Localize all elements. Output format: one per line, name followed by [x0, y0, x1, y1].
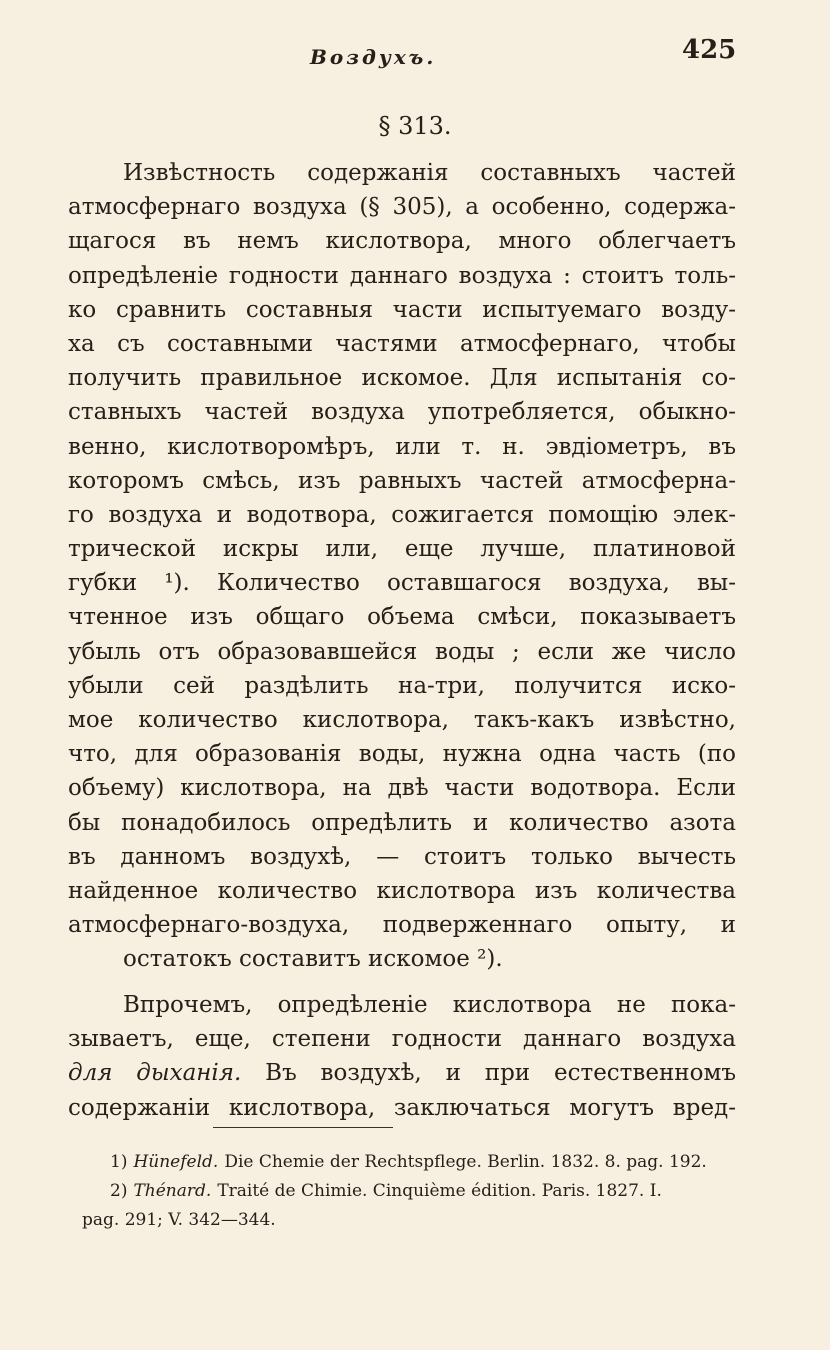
text-line: чтенное изъ общаго объема смѣси, показываетъ: [68, 604, 736, 631]
footnote-separator: [213, 1127, 393, 1128]
text-line: что, для образованія воды, нужна одна часть (по: [68, 741, 736, 768]
text-span: Въ воздухѣ, и при естественномъ: [241, 1060, 736, 1087]
text-line: ко сравнить составныя части испытуемаго возду-: [68, 296, 736, 323]
text-line: ставныхъ частей воздуха употребляется, обыкно-: [68, 399, 736, 426]
text-line: Извѣстность содержанія составныхъ частей: [123, 160, 736, 186]
text-line: содержаніи кислотвора, заключаться могутъ вред-: [68, 1094, 736, 1121]
text-line: мое количество кислотвора, такъ-какъ извѣстно,: [68, 707, 736, 733]
text-line: бы понадобилось опредѣлить и количество азота: [68, 809, 736, 836]
text-line: убыль отъ образовавшейся воды ; если же число: [68, 638, 736, 665]
text-line: объему) кислотвора, на двѣ части водотвора. Если: [68, 775, 736, 802]
text-line: атмосфернаго воздуха (§ 305), а особенно, содержа-: [68, 194, 736, 221]
text-line: ха съ составными частями атмосфернаго, чтобы: [68, 330, 736, 357]
footnotes: [82, 1148, 750, 1235]
running-title: Воздухъ.: [310, 45, 437, 69]
footnote-2: [110, 1177, 750, 1206]
text-line: го воздуха и водотвора, сожигается помощію элек-: [68, 501, 736, 528]
text-line-with-emphasis: [68, 1056, 736, 1090]
text-line: найденное количество кислотвора изъ количества: [68, 877, 736, 904]
footnote-marker: 1): [110, 1152, 128, 1172]
footnote-text: Die Chemie der Rechtspflege. Berlin. 1832. 8. pag. 192.: [224, 1152, 707, 1172]
section-heading: § 313.: [378, 112, 452, 140]
text-line: убыли сей раздѣлить на-три, получится иско-: [68, 672, 736, 699]
footnote-author: Thénard.: [133, 1181, 212, 1201]
paragraph-1: [68, 156, 736, 977]
text-line: щагося въ немъ кислотвора, много облегчаетъ: [68, 228, 736, 255]
text-line: которомъ смѣсь, изъ равныхъ частей атмосферна-: [68, 467, 736, 494]
text-line: опредѣленіе годности даннаго воздуха : стоитъ толь-: [68, 262, 736, 289]
footnote-marker: 2): [110, 1181, 128, 1201]
footnote-text: Traité de Chimie. Cinquième édition. Paris. 1827. I.: [217, 1181, 662, 1201]
paragraph-2: [68, 988, 736, 1125]
emphasis-text: для дыханія.: [68, 1060, 242, 1087]
text-line: атмосфернаго-воздуха, подверженнаго опыту, и: [68, 912, 736, 939]
text-line: зываетъ, еще, степени годности даннаго воздуха: [68, 1026, 736, 1053]
text-line: губки ¹). Количество оставшагося воздуха, вы-: [68, 570, 736, 597]
text-line: въ данномъ воздухѣ, — стоитъ только вычесть: [68, 843, 736, 870]
footnote-author: Hünefeld.: [133, 1152, 219, 1172]
footnote-1: [110, 1148, 750, 1177]
text-line: Впрочемъ, опредѣленіе кислотвора не пока-: [123, 992, 736, 1018]
text-line: остатокъ составитъ искомое ²).: [123, 946, 503, 973]
text-line: получить правильное искомое. Для испытанія со-: [68, 365, 736, 392]
page-number: 425: [682, 35, 737, 65]
text-line: венно, кислотворомѣръ, или т. н. эвдіометръ, въ: [68, 433, 736, 460]
footnote-2-continuation: pag. 291; V. 342—344.: [82, 1210, 276, 1230]
text-line: трической искры или, еще лучше, платиновой: [68, 536, 736, 563]
